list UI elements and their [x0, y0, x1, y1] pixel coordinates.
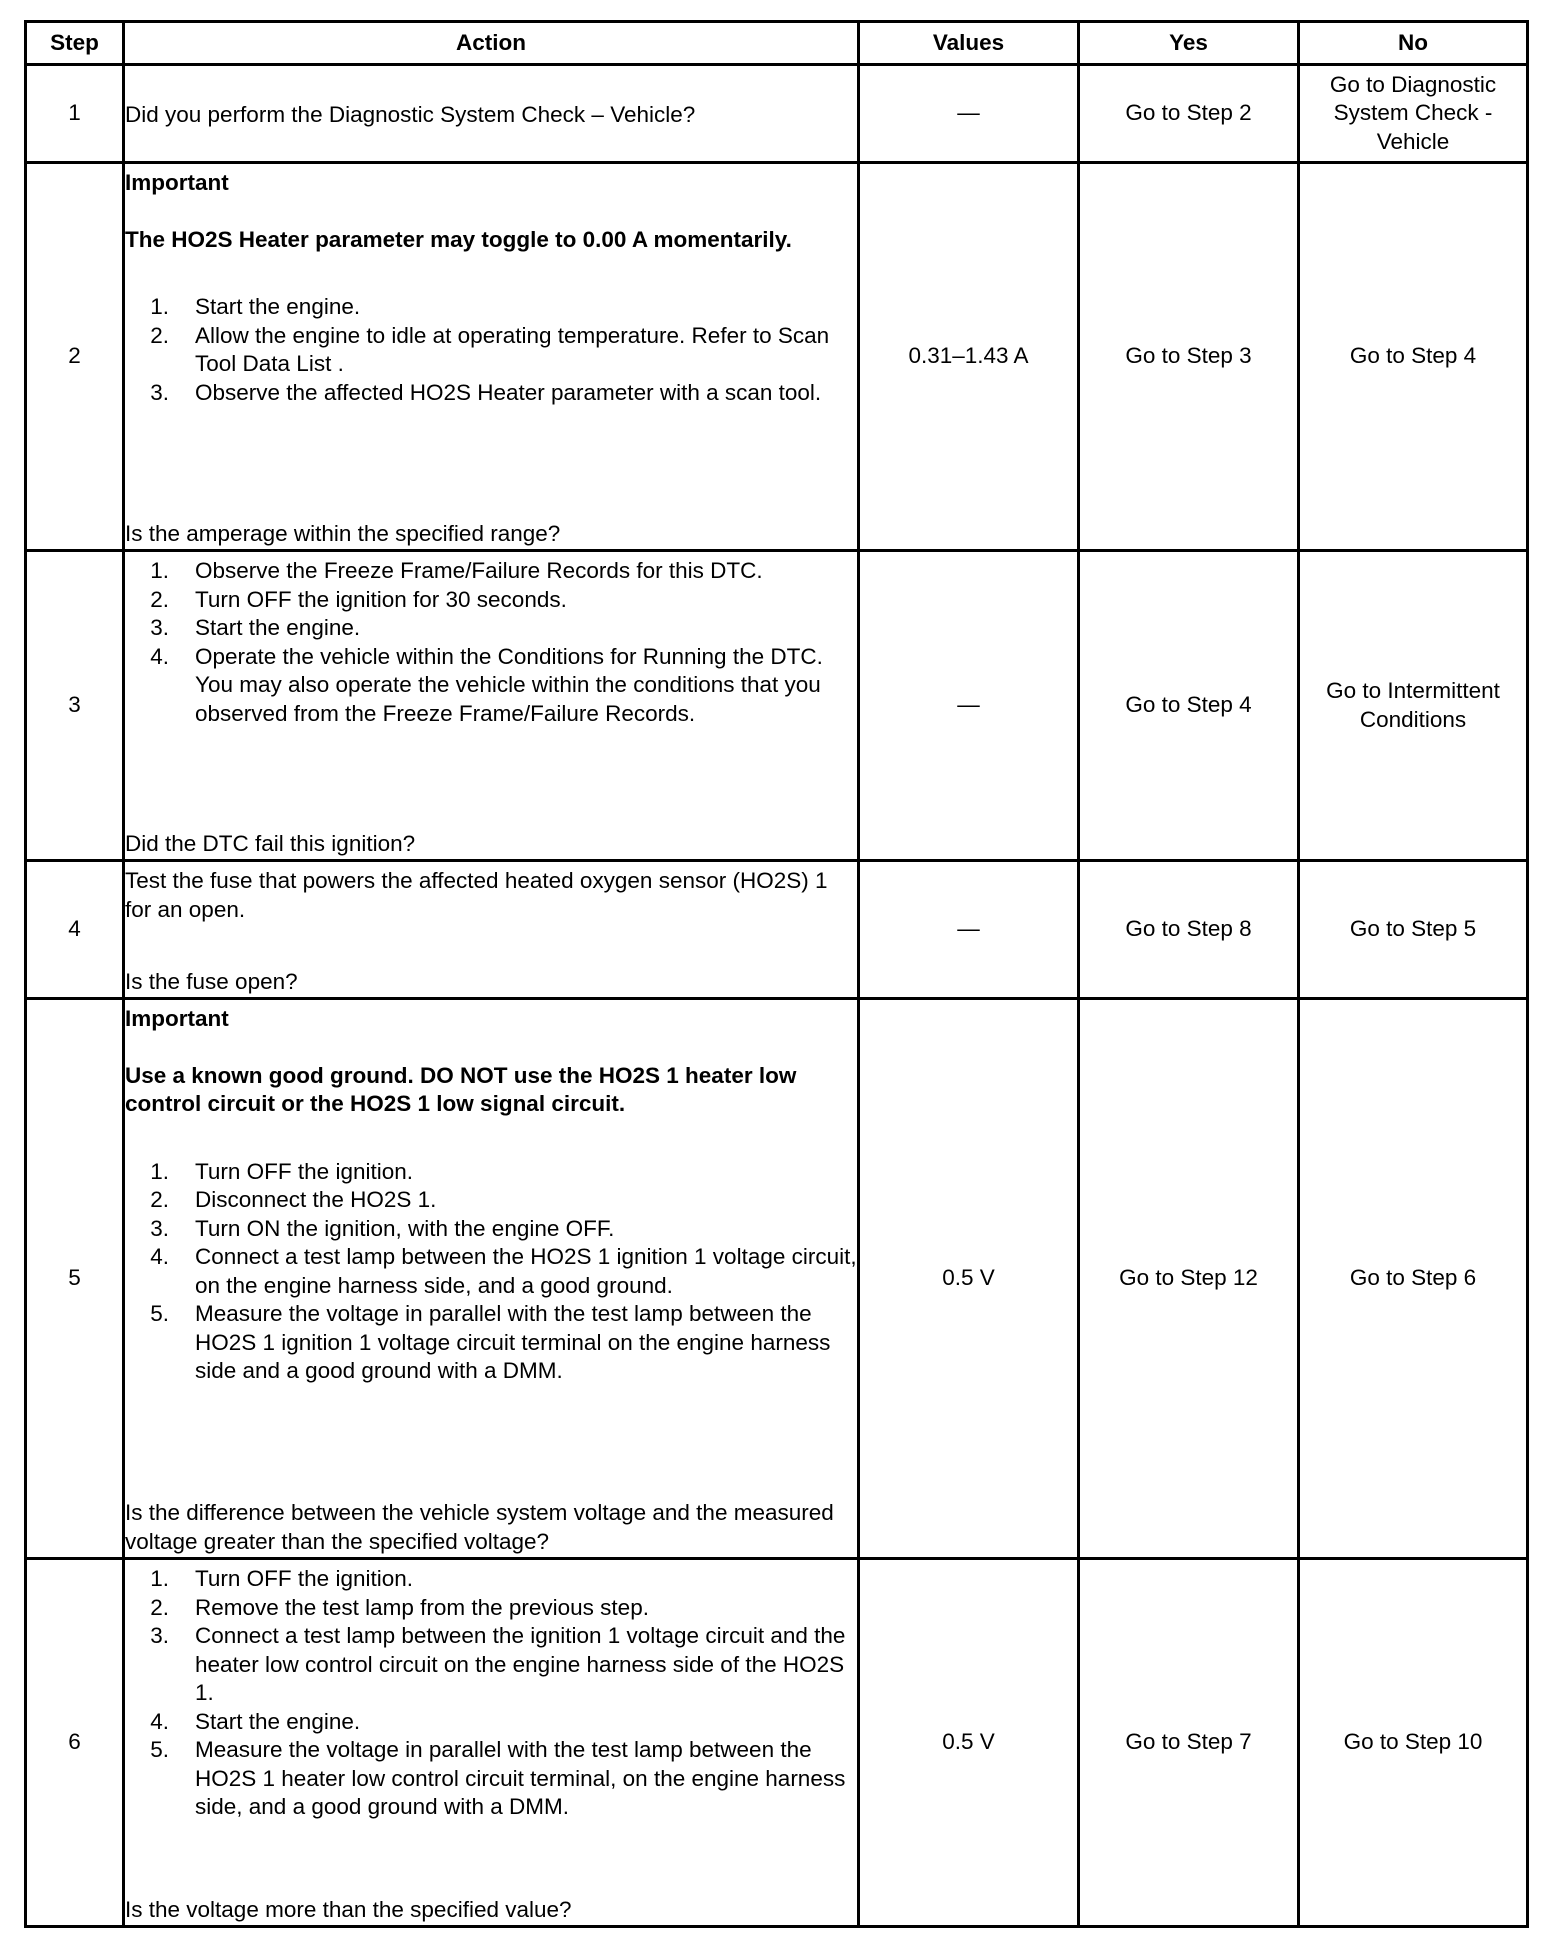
action-cell: [124, 65, 859, 163]
action-cell: [124, 551, 859, 861]
list-item: 3. Turn ON the ignition, with the engine OFF.: [150, 1215, 615, 1241]
list-item: 2. Disconnect the HO2S 1.: [150, 1187, 437, 1212]
step-number: 2: [26, 163, 124, 551]
table-row-step-2: [26, 163, 1528, 551]
no-cell: Go to Step 6: [1299, 999, 1528, 1559]
no-cell: Go to Diagnostic System Check - Vehicle: [1299, 65, 1528, 163]
header-no: No: [1299, 22, 1528, 65]
value-cell: —: [859, 65, 1079, 163]
value-cell: 0.31–1.43 A: [859, 163, 1079, 551]
yes-cell: Go to Step 12: [1079, 999, 1299, 1559]
yes-cell: Go to Step 3: [1079, 163, 1299, 551]
list-item: 4. Start the engine.: [150, 1708, 361, 1734]
list-item: 4. Connect a test lamp between the HO2S 1 ignition 1 voltage circuit, on the engine harness side, and a good ground.: [150, 1244, 857, 1298]
action-question: Is the amperage within the specified range?: [125, 520, 561, 546]
important-text: Use a known good ground. DO NOT use the HO2S 1 heater low control circuit or the HO2S 1 low signal circuit.: [125, 1062, 797, 1116]
value-cell: 0.5 V: [859, 999, 1079, 1559]
action-question: Is the difference between the vehicle system voltage and the measured voltage greater than the specified voltage?: [125, 1500, 834, 1554]
step-number: 4: [26, 861, 124, 999]
procedure-list: [125, 293, 857, 407]
table-row-step-6: [26, 1559, 1528, 1927]
value-cell: 0.5 V: [859, 1559, 1079, 1927]
action-question: Is the fuse open?: [125, 968, 298, 994]
important-title: Important: [125, 170, 229, 195]
header-action: Action: [124, 22, 859, 65]
list-item: 5. Measure the voltage in parallel with the test lamp between the HO2S 1 heater low control circuit terminal, on the engine harness side, and a good ground with a DMM.: [150, 1737, 846, 1819]
table-row-step-1: [26, 65, 1528, 163]
action-cell: [124, 1559, 859, 1927]
yes-cell: Go to Step 7: [1079, 1559, 1299, 1927]
list-item: 5. Measure the voltage in parallel with the test lamp between the HO2S 1 ignition 1 voltage circuit terminal on the engine harness side and a good ground with a DMM.: [150, 1301, 831, 1383]
no-cell: Go to Step 4: [1299, 163, 1528, 551]
action-cell: [124, 163, 859, 551]
list-item: 1. Observe the Freeze Frame/Failure Records for this DTC.: [150, 558, 763, 583]
header-values: Values: [859, 22, 1079, 65]
diagnostic-table: [24, 20, 1529, 1928]
procedure-list: [125, 1565, 857, 1822]
action-text: Test the fuse that powers the affected heated oxygen sensor (HO2S) 1 for an open.: [125, 868, 828, 922]
important-title: Important: [125, 1006, 229, 1031]
action-cell: [124, 999, 859, 1559]
action-question: Is the voltage more than the specified value?: [125, 1896, 572, 1922]
header-step: Step: [26, 22, 124, 65]
value-cell: —: [859, 861, 1079, 999]
no-cell: Go to Step 10: [1299, 1559, 1528, 1927]
header-row: [26, 22, 1528, 65]
list-item: 1. Turn OFF the ignition.: [150, 1566, 414, 1591]
list-item: 2. Allow the engine to idle at operating temperature. Refer to Scan Tool Data List .: [150, 322, 830, 376]
procedure-list: [125, 557, 857, 728]
action-cell: [124, 861, 859, 999]
list-item: 2. Remove the test lamp from the previous step.: [150, 1594, 649, 1620]
header-yes: Yes: [1079, 22, 1299, 65]
table-row-step-3: [26, 551, 1528, 861]
list-item: 3. Start the engine.: [150, 615, 361, 640]
list-item: 1. Start the engine.: [150, 294, 361, 319]
important-text: The HO2S Heater parameter may toggle to 0.00 A momentarily.: [125, 226, 792, 252]
no-cell: Go to Step 5: [1299, 861, 1528, 999]
step-number: 1: [26, 65, 124, 163]
procedure-list: [125, 1158, 857, 1386]
action-question: Did the DTC fail this ignition?: [125, 830, 416, 856]
value-cell: —: [859, 551, 1079, 861]
list-item: 4. Operate the vehicle within the Conditions for Running the DTC. You may also operate the vehicle within the conditions that you observed from the Freeze Frame/Failure Records.: [150, 643, 823, 726]
no-cell: Go to Intermittent Conditions: [1299, 551, 1528, 861]
yes-cell: Go to Step 2: [1079, 65, 1299, 163]
step-number: 6: [26, 1559, 124, 1927]
list-item: 2. Turn OFF the ignition for 30 seconds.: [150, 586, 567, 612]
step-number: 3: [26, 551, 124, 861]
table-row-step-4: [26, 861, 1528, 999]
step-number: 5: [26, 999, 124, 1559]
table-row-step-5: [26, 999, 1528, 1559]
yes-cell: Go to Step 8: [1079, 861, 1299, 999]
action-question: Did you perform the Diagnostic System Check – Vehicle?: [125, 102, 696, 128]
list-item: 3. Observe the affected HO2S Heater parameter with a scan tool.: [150, 379, 822, 405]
list-item: 1. Turn OFF the ignition.: [150, 1158, 414, 1184]
yes-cell: Go to Step 4: [1079, 551, 1299, 861]
list-item: 3. Connect a test lamp between the ignition 1 voltage circuit and the heater low control circuit on the engine harness side of the HO2S 1.: [150, 1623, 846, 1705]
